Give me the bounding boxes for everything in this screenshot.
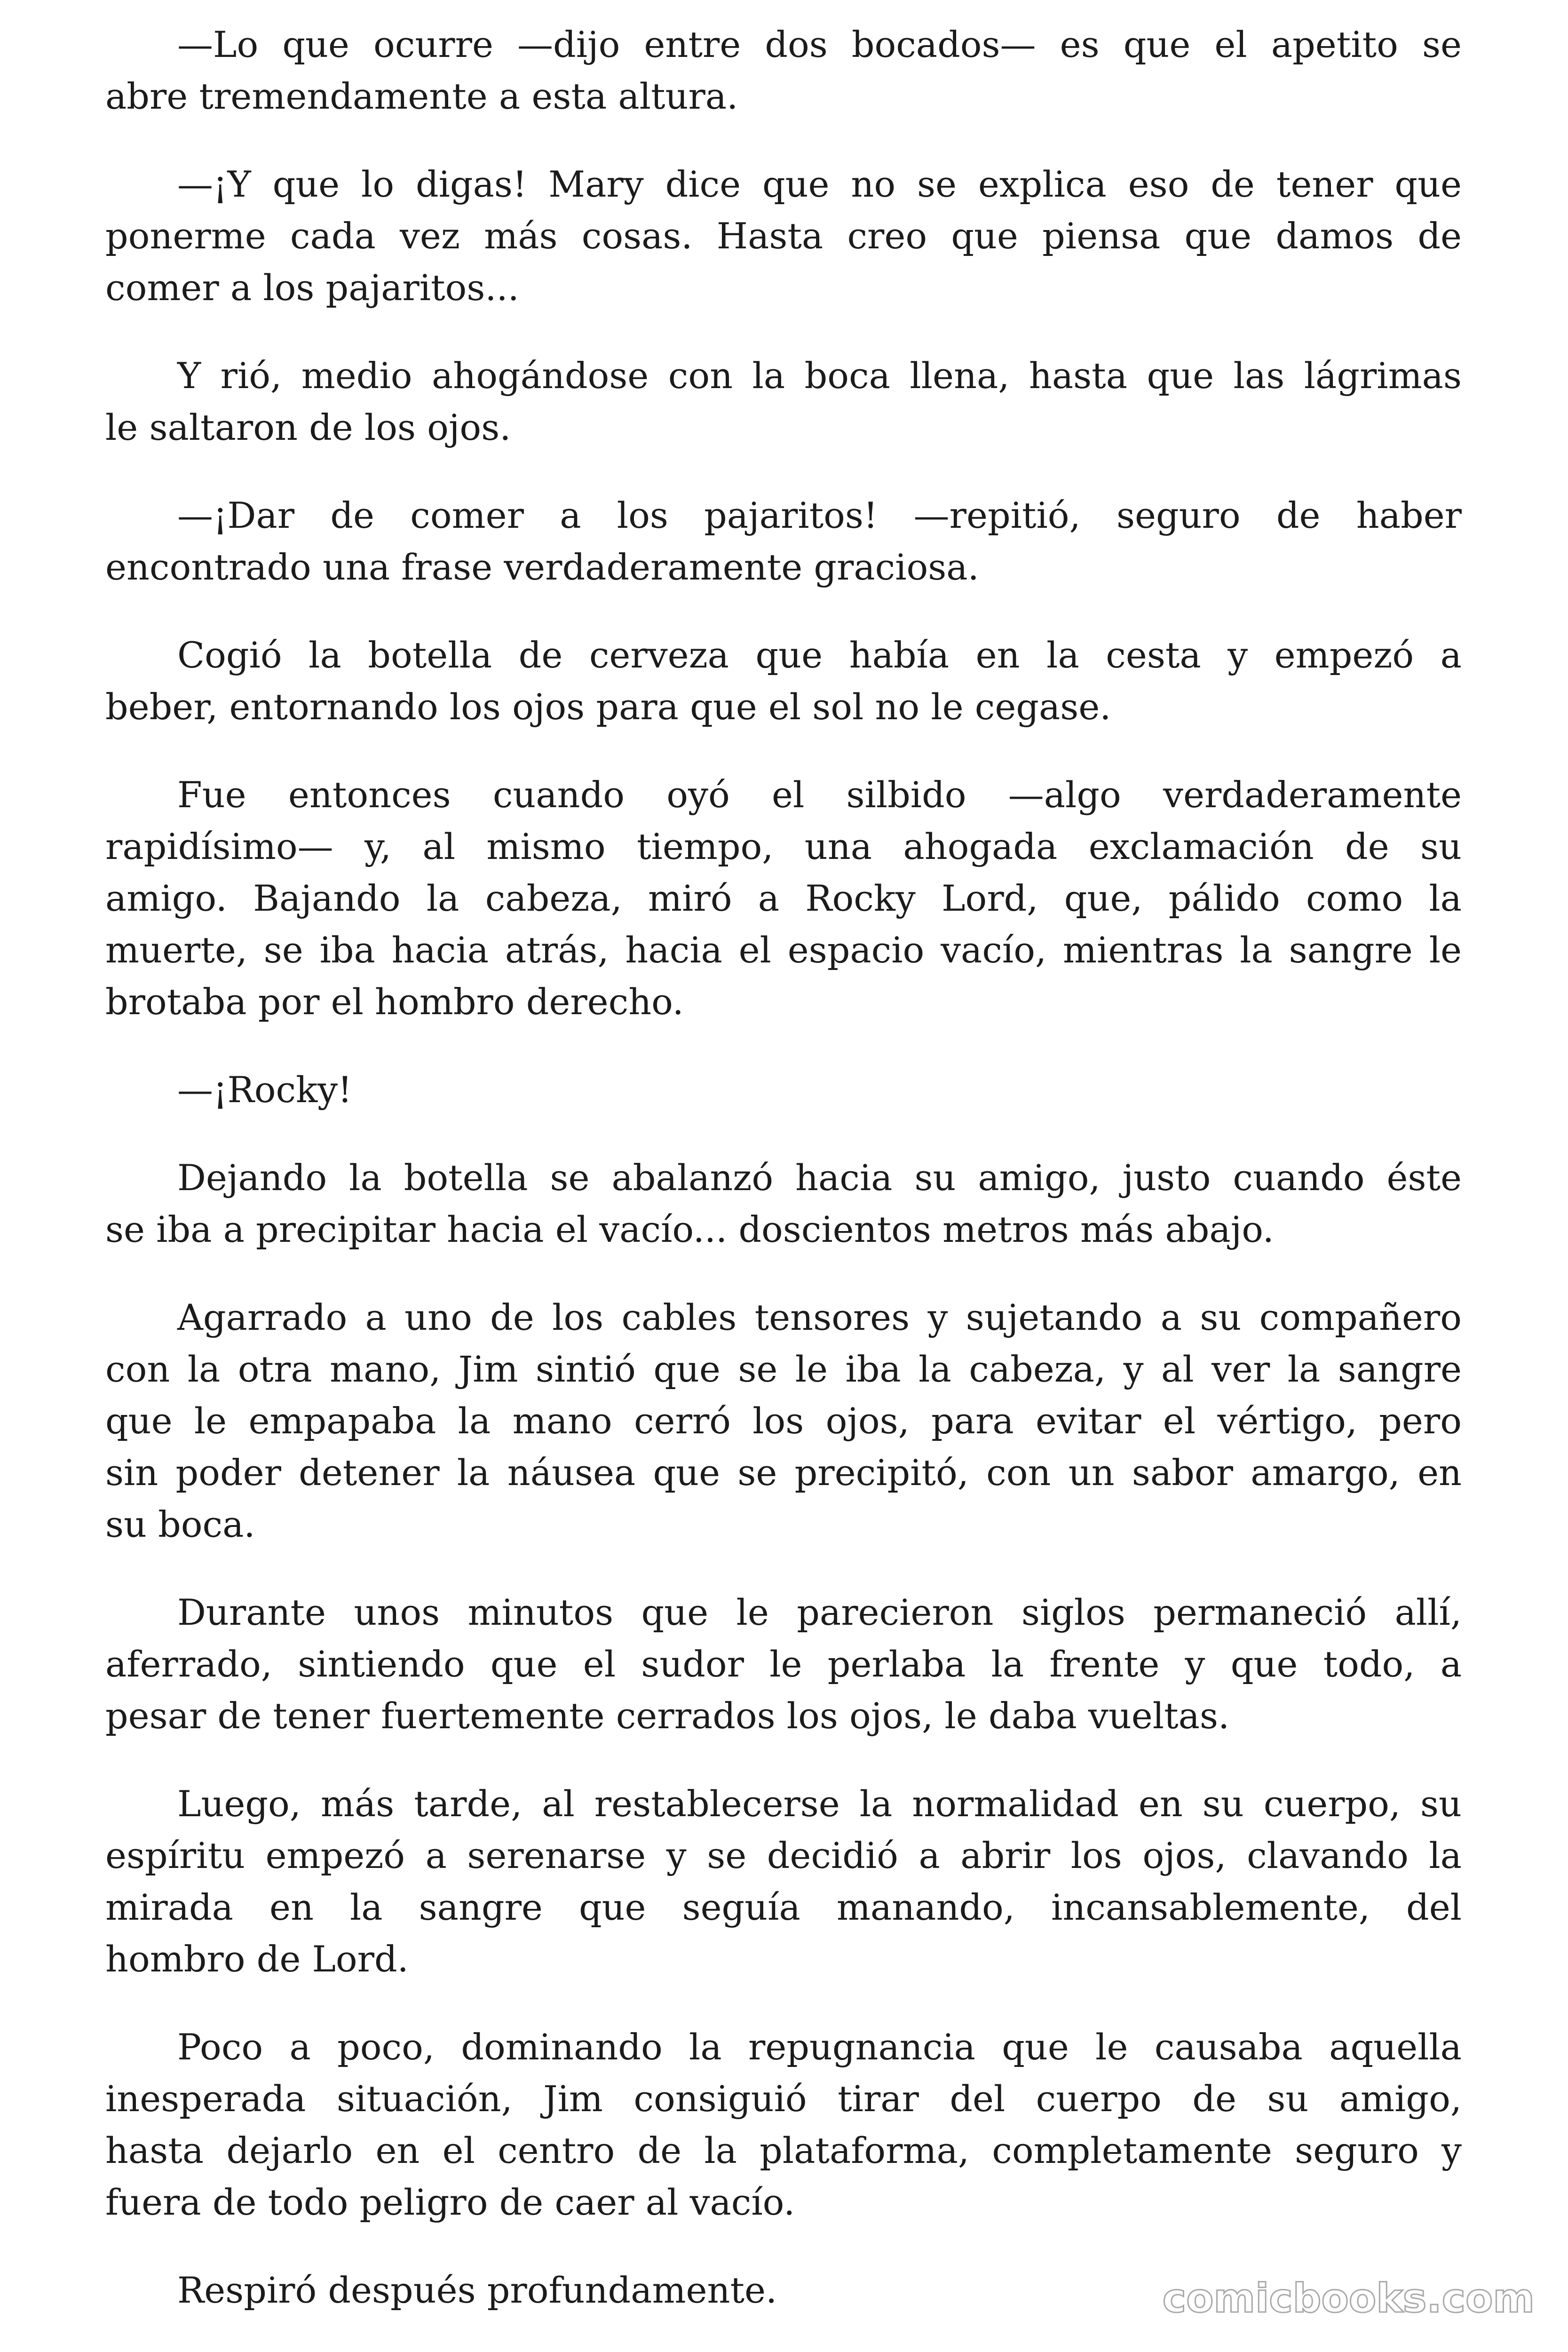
text-line: que le empapaba la mano cerró los ojos, para evitar el vértigo, pero (105, 1400, 1462, 1442)
paragraph (105, 1778, 1462, 1985)
text-line: espíritu empezó a serenarse y se decidió a abrir los ojos, clavando la (105, 1835, 1462, 1876)
text-line: Respiró después profundamente. (177, 2269, 777, 2311)
text-line: mirada en la sangre que seguía manando, incansablemente, del (105, 1886, 1462, 1928)
paragraph (105, 629, 1462, 733)
text-line: Durante unos minutos que le parecieron siglos permaneció allí, (177, 1591, 1462, 1633)
paragraph (105, 1064, 1462, 1116)
text-line: encontrado una frase verdaderamente graciosa. (105, 546, 979, 588)
paragraph (105, 1152, 1462, 1255)
text-line: Agarrado a uno de los cables tensores y sujetando a su compañero (177, 1296, 1462, 1338)
text-line: rapidísimo— y, al mismo tiempo, una ahogada exclamación de su (105, 826, 1462, 867)
paragraph (105, 490, 1462, 593)
text-line: —Lo que ocurre —dijo entre dos bocados— es que el apetito se (177, 24, 1462, 65)
watermark: comicbooks.com (1162, 2275, 1535, 2322)
text-line: Y rió, medio ahogándose con la boca llena, hasta que las lágrimas (177, 355, 1462, 397)
text-line: ponerme cada vez más cosas. Hasta creo que piensa que damos de (105, 215, 1462, 257)
text-line: pesar de tener fuertemente cerrados los ojos, le daba vueltas. (105, 1695, 1230, 1737)
text-line: hombro de Lord. (105, 1938, 409, 1980)
text-line: inesperada situación, Jim consiguió tirar del cuerpo de su amigo, (105, 2078, 1462, 2120)
text-line: hasta dejarlo en el centro de la plataforma, completamente seguro y (105, 2130, 1462, 2171)
paragraph (105, 19, 1462, 122)
paragraph (105, 1587, 1462, 1742)
text-line: amigo. Bajando la cabeza, miró a Rocky Lord, que, pálido como la (105, 877, 1462, 919)
text-line: beber, entornando los ojos para que el sol no le cegase. (105, 686, 1111, 728)
text-line: se iba a precipitar hacia el vacío... doscientos metros más abajo. (105, 1208, 1274, 1250)
text-line: Dejando la botella se abalanzó hacia su amigo, justo cuando éste (177, 1157, 1462, 1199)
text-line: comer a los pajaritos... (105, 267, 519, 309)
text-line: aferrado, sintiendo que el sudor le perlaba la frente y que todo, a (105, 1643, 1462, 1685)
paragraph (105, 2021, 1462, 2228)
text-line: Fue entonces cuando oyó el silbido —algo verdaderamente (177, 774, 1462, 816)
text-line: le saltaron de los ojos. (105, 406, 511, 448)
text-line: Luego, más tarde, al restablecerse la normalidad en su cuerpo, su (177, 1783, 1462, 1825)
paragraph (105, 159, 1462, 314)
text-line: muerte, se iba hacia atrás, hacia el espacio vacío, mientras la sangre le (105, 929, 1462, 971)
body-text (105, 19, 1462, 2316)
text-line: con la otra mano, Jim sintió que se le iba la cabeza, y al ver la sangre (105, 1348, 1462, 1390)
text-line: fuera de todo peligro de caer al vacío. (105, 2181, 795, 2223)
text-line: sin poder detener la náusea que se precipitó, con un sabor amargo, en (105, 1452, 1462, 1494)
text-line: —¡Rocky! (177, 1069, 352, 1111)
paragraph (105, 769, 1462, 1028)
text-line: Cogió la botella de cerveza que había en la cesta y empezó a (177, 634, 1462, 676)
paragraph (105, 350, 1462, 453)
text-line: brotaba por el hombro derecho. (105, 981, 684, 1023)
paragraph (105, 1292, 1462, 1550)
text-line: abre tremendamente a esta altura. (105, 75, 738, 117)
text-line: Poco a poco, dominando la repugnancia que le causaba aquella (177, 2026, 1462, 2068)
text-line: su boca. (105, 1503, 255, 1545)
text-line: —¡Y que lo digas! Mary dice que no se explica eso de tener que (177, 163, 1462, 205)
text-line: —¡Dar de comer a los pajaritos! —repitió, seguro de haber (177, 494, 1462, 536)
